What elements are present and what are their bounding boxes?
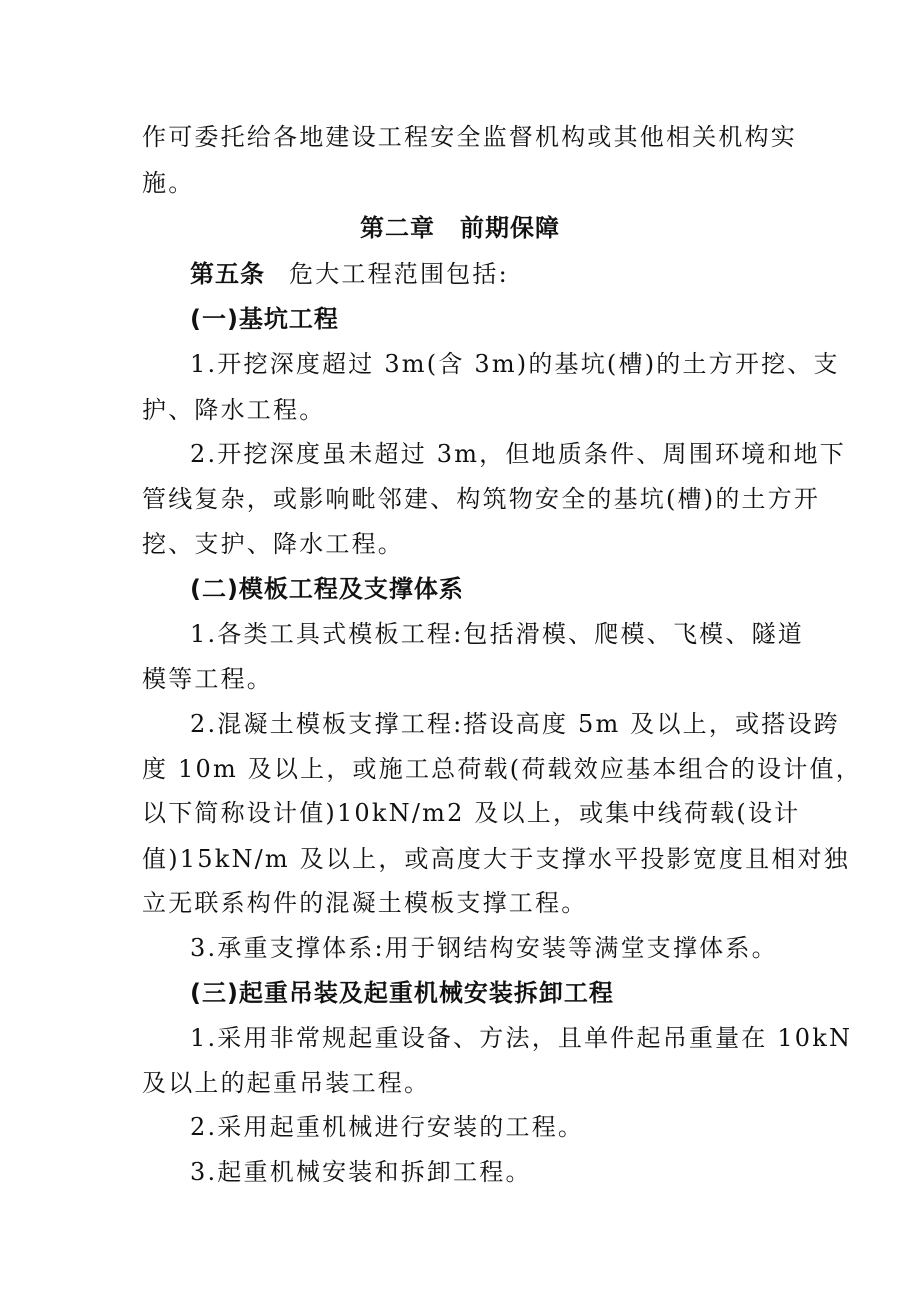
paragraph-line: 作可委托给各地建设工程安全监督机构或其他相关机构实 bbox=[142, 123, 797, 151]
paragraph-line: 3.承重支撑体系:用于钢结构安装等满堂支撑体系。 bbox=[190, 934, 778, 962]
paragraph-line: 2.混凝土模板支撑工程:搭设高度 5m 及以上，或搭设跨 bbox=[190, 710, 840, 738]
paragraph-line: 模等工程。 bbox=[142, 665, 273, 693]
section-heading: (一)基坑工程 bbox=[190, 305, 339, 333]
paragraph-line: 管线复杂，或影响毗邻建、构筑物安全的基坑(槽)的土方开 bbox=[142, 485, 821, 513]
section-heading: (二)模板工程及支撑体系 bbox=[190, 575, 464, 603]
paragraph-line: 施。 bbox=[142, 169, 195, 197]
paragraph-line: 3.起重机械安装和拆卸工程。 bbox=[190, 1158, 532, 1186]
paragraph-line: 以下简称设计值)10kN/m2 及以上，或集中线荷载(设计 bbox=[142, 799, 801, 827]
paragraph-line: 护、降水工程。 bbox=[142, 396, 326, 424]
paragraph-line: 及以上的起重吊装工程。 bbox=[142, 1069, 431, 1097]
article-text: 危大工程范围包括: bbox=[289, 260, 509, 288]
paragraph-line: 挖、支护、降水工程。 bbox=[142, 530, 404, 558]
paragraph-line: 2.采用起重机械进行安装的工程。 bbox=[190, 1113, 585, 1141]
article-line bbox=[190, 259, 782, 289]
paragraph-line: 1.各类工具式模板工程:包括滑模、爬模、飞模、隧道 bbox=[190, 620, 804, 648]
paragraph-line: 立无联系构件的混凝土模板支撑工程。 bbox=[142, 889, 588, 917]
chapter-title: 第二章 前期保障 bbox=[360, 214, 560, 242]
article-label: 第五条 bbox=[190, 260, 265, 288]
paragraph-line: 2.开挖深度虽未超过 3m，但地质条件、周围环境和地下 bbox=[190, 440, 846, 468]
paragraph-line: 度 10m 及以上，或施工总荷载(荷载效应基本组合的设计值， bbox=[142, 755, 862, 783]
paragraph-line: 值)15kN/m 及以上，或高度大于支撑水平投影宽度且相对独 bbox=[142, 845, 850, 873]
paragraph-line: 1.采用非常规起重设备、方法，且单件起吊重量在 10kN bbox=[190, 1024, 853, 1052]
section-heading: (三)起重吊装及起重机械安装拆卸工程 bbox=[190, 979, 614, 1007]
paragraph-line: 1.开挖深度超过 3m(含 3m)的基坑(槽)的土方开挖、支 bbox=[190, 350, 840, 378]
